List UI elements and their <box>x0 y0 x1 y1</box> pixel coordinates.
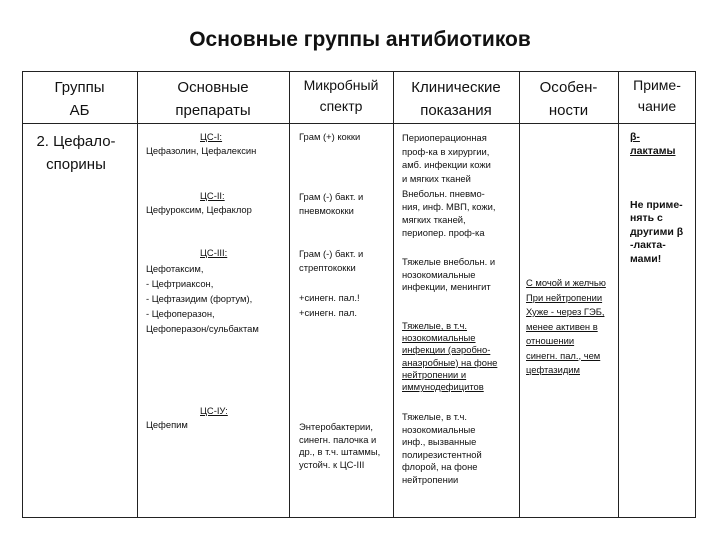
cs4-indications: Тяжелые, в т.ч. нозокомиальные инф., вызванные полирезистентной флорой, на фоне нейтропении <box>402 411 482 485</box>
cs3-indications: Тяжелые внебольн. и нозокомиальные инфекции, менингит <box>402 256 496 292</box>
cs2-drugs: Цефуроксим, Цефаклор <box>146 204 252 215</box>
cs2-indications: Внебольн. пневмо- ния, инф. МВП, кожи, мягких тканей, периопер. проф-ка <box>402 188 496 238</box>
header-divider <box>22 123 696 124</box>
header-spectrum: Микробный спектр <box>303 77 379 114</box>
header-features: Особен- ности <box>539 79 598 119</box>
cs3-indications-neutropenia: Тяжелые, в т.ч. нозокомиальные инфекции (аэробно- анаэробные) на фоне нейтропении и иммунодефицитов <box>402 320 498 393</box>
column-divider <box>618 71 619 518</box>
cs3-features: С мочой и желчью При нейтропении Хуже - через ГЭБ, менее активен в отношении синегн. пал., чем цефтазидим <box>526 277 606 375</box>
cs3-drugs: Цефотаксим, - Цефтриаксон, - Цефтазидим (фортум), - Цефоперазон, Цефоперазон/сульбактам <box>146 263 259 334</box>
group-cephalosporins: 2. Цефало- спорины <box>36 133 116 173</box>
cs4-spectrum: Энтеробактерии, синегн. палочка и др., в т.ч. штаммы, устойч. к ЦС-III <box>299 421 381 471</box>
cs1-generation: ЦС-I: <box>200 131 223 142</box>
cs4-generation: ЦС-IУ: <box>200 405 228 416</box>
cs3-generation: ЦС-III: <box>200 247 228 258</box>
cs2-spectrum: Грам (-) бакт. и пневмококки <box>299 191 364 216</box>
cs1-drugs: Цефазолин, Цефалексин <box>146 145 257 156</box>
cs2-generation: ЦС-II: <box>200 190 225 201</box>
column-divider <box>137 71 138 518</box>
cs4-drugs: Цефепим <box>146 419 188 430</box>
header-note: Приме- чание <box>633 77 681 114</box>
note-beta-lactams: β- лактамы <box>630 131 676 157</box>
note-warning: Не приме- нять с другими β -лакта- мами! <box>630 199 684 265</box>
column-divider <box>289 71 290 518</box>
header-groups: Группы АБ <box>54 79 105 119</box>
column-divider <box>519 71 520 518</box>
header-indications: Клинические показания <box>411 79 501 119</box>
header-drugs: Основные препараты <box>175 79 251 119</box>
cs3-spectrum-pseudomonas: +синегн. пал.! +синегн. пал. <box>299 292 360 318</box>
column-divider <box>393 71 394 518</box>
cs3-spectrum: Грам (-) бакт. и стрептококки <box>299 248 364 273</box>
cs1-spectrum: Грам (+) кокки <box>299 131 361 142</box>
cs1-indications: Периоперационная проф-ка в хирургии, амб. инфекции кожи и мягких тканей <box>402 132 491 184</box>
page-title: Основные группы антибиотиков <box>189 28 531 51</box>
